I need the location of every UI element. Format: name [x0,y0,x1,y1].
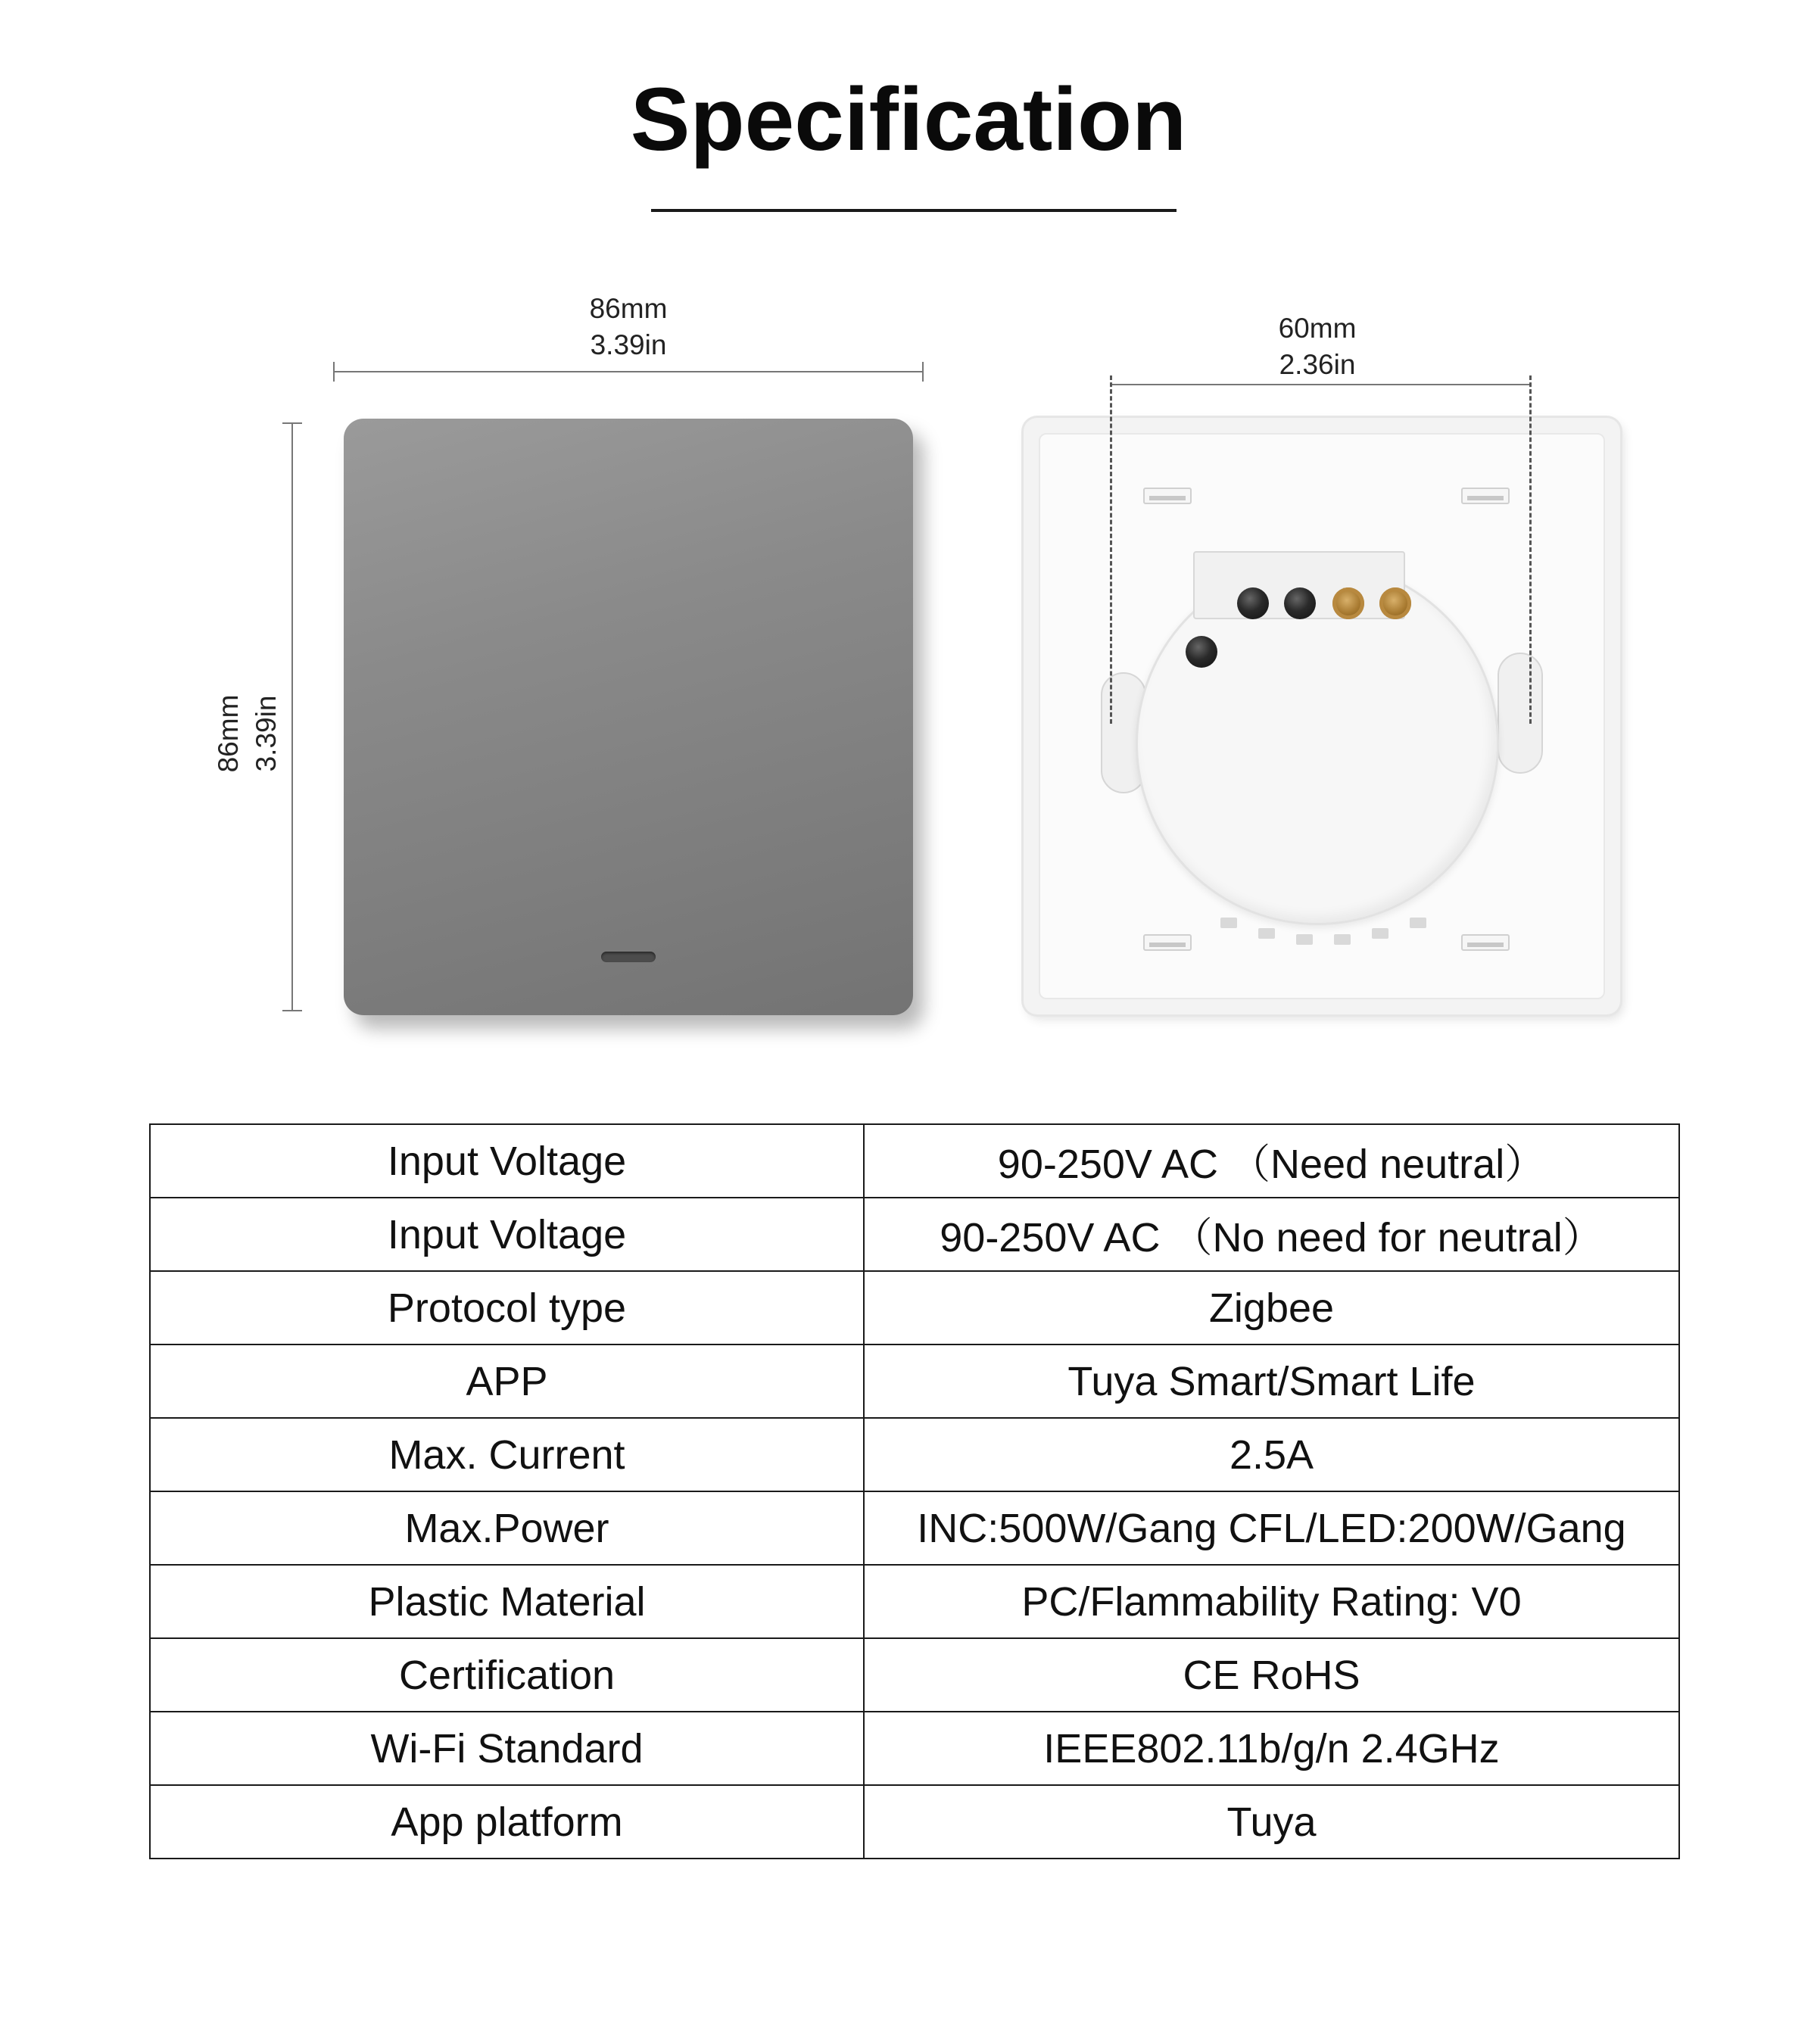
table-row [150,1344,1679,1418]
spec-value: 90-250V AC （No need for neutral） [864,1198,1679,1271]
spec-value: CE RoHS [864,1638,1679,1712]
mount-ear-right [1498,653,1543,774]
terminal-screw [1186,636,1217,668]
back-mount-line [1110,384,1531,385]
spec-label: Wi-Fi Standard [150,1712,864,1785]
front-height-tick-bottom [282,1010,302,1011]
spec-value: PC/Flammability Rating: V0 [864,1565,1679,1638]
front-height-label [210,643,285,824]
spec-label: Plastic Material [150,1565,864,1638]
table-row [150,1638,1679,1712]
terminal-screw [1237,587,1269,619]
spec-value: INC:500W/Gang CFL/LED:200W/Gang [864,1491,1679,1565]
table-row [150,1491,1679,1565]
terminal-screw [1379,587,1411,619]
spec-value: 90-250V AC （Need neutral） [864,1124,1679,1198]
module-notch [1372,928,1388,939]
front-height-tick-top [282,422,302,424]
module-notch [1296,934,1313,945]
module-notch [1220,918,1237,928]
spec-label: Max. Current [150,1418,864,1491]
table-row [150,1124,1679,1198]
page-title: Specification [630,70,1187,170]
spec-label: Input Voltage [150,1198,864,1271]
spec-label: APP [150,1344,864,1418]
front-height-line [291,422,293,1011]
spec-table [149,1123,1680,1859]
table-row [150,1712,1679,1785]
spec-label: Protocol type [150,1271,864,1344]
table-row [150,1271,1679,1344]
mount-slot-bottom-left [1143,934,1192,951]
table-row [150,1565,1679,1638]
table-row [150,1198,1679,1271]
mount-slot-top-left [1143,488,1192,504]
spec-label: Certification [150,1638,864,1712]
terminal-screw [1332,587,1364,619]
front-width-tick-right [922,362,924,382]
terminal-screw [1284,587,1316,619]
spec-label: Input Voltage [150,1124,864,1198]
back-mount-in: 2.36in [1279,349,1356,380]
switch-front-panel [344,419,913,1015]
spec-value: Tuya Smart/Smart Life [864,1344,1679,1418]
front-width-mm: 86mm [589,293,668,324]
indicator-led [601,952,656,962]
back-mount-mm: 60mm [1278,313,1357,344]
module-notch [1410,918,1426,928]
spec-value: 2.5A [864,1418,1679,1491]
module-notch [1334,934,1351,945]
back-mount-label [1219,310,1416,383]
mount-guide-left [1110,375,1112,724]
mount-guide-right [1529,375,1532,724]
mount-slot-bottom-right [1461,934,1510,951]
front-height-in: 3.39in [251,695,282,772]
front-height-mm: 86mm [213,694,244,773]
spec-label: App platform [150,1785,864,1859]
module-notch [1258,928,1275,939]
title-underline [651,209,1177,212]
spec-label: Max.Power [150,1491,864,1565]
spec-value: IEEE802.11b/g/n 2.4GHz [864,1712,1679,1785]
front-width-in: 3.39in [590,329,667,360]
front-width-tick-left [333,362,335,382]
spec-value: Tuya [864,1785,1679,1859]
front-width-line [333,371,924,372]
mount-slot-top-right [1461,488,1510,504]
table-row [150,1785,1679,1859]
spec-value: Zigbee [864,1271,1679,1344]
front-width-label [530,291,727,363]
table-row [150,1418,1679,1491]
